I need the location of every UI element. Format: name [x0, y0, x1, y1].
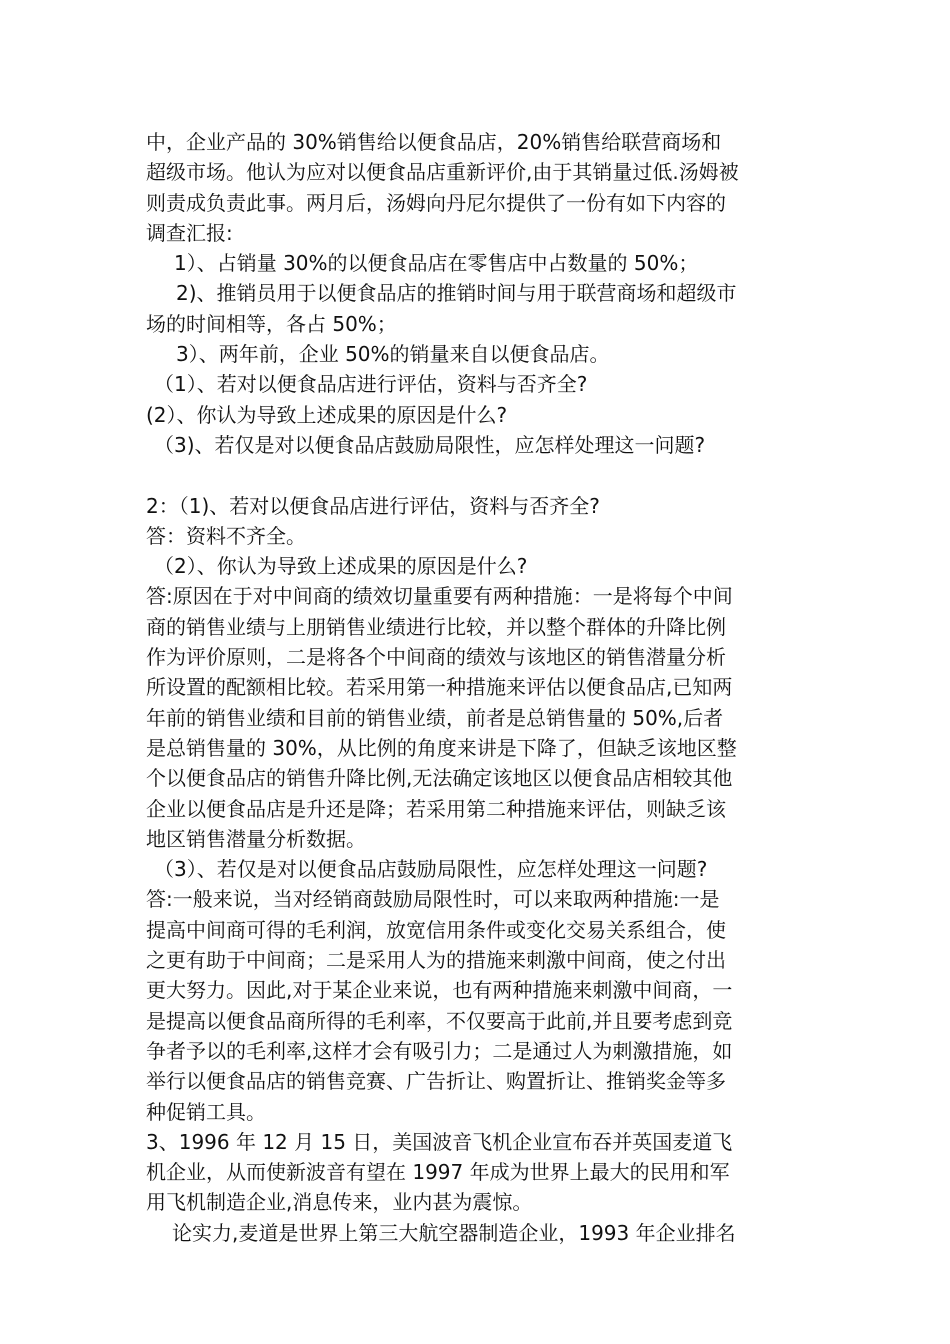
text-line: 更大努力。因此,对于某企业来说，也有两种措施来刺激中间商，一 — [146, 978, 733, 1003]
text-line: 3、1996 年 12 月 15 日，美国波音飞机企业宣布吞并英国麦道飞 — [146, 1129, 733, 1154]
text-line: 举行以便食品店的销售竞赛、广告折让、购置折让、推销奖金等多 — [146, 1069, 726, 1094]
text-line: 地区销售潜量分析数据。 — [146, 826, 366, 851]
text-line: 商的销售业绩与上朋销售业绩进行比较，并以整个群体的升降比例 — [146, 614, 726, 639]
text-line: 场的时间相等，各占 50%； — [146, 311, 397, 336]
text-line: 提高中间商可得的毛利润，放宽信用条件或变化交易关系组合，使 — [146, 917, 726, 942]
text-line: 答:原因在于对中间商的绩效切量重要有两种措施：一是将每个中间 — [146, 584, 733, 609]
text-line: 1）、占销量 30%的以便食品店在零售店中占数量的 50%； — [174, 251, 699, 276]
text-line: 答:一般来说，当对经销商鼓励局限性时，可以来取两种措施:一是 — [146, 887, 720, 912]
text-line: 则责成负责此事。两月后，汤姆向丹尼尔提供了一份有如下内容的 — [146, 190, 726, 215]
text-line: 所设置的配额相比较。若采用第一种措施来评估以便食品店,已知两 — [146, 675, 733, 700]
text-line: 用飞机制造企业,消息传来，业内甚为震惊。 — [146, 1190, 533, 1215]
text-line: (2）、你认为导致上述成果的原因是什么? — [146, 402, 508, 427]
blank-line — [146, 460, 810, 490]
text-line: 中，企业产品的 30%销售给以便食品店，20%销售给联营商场和 — [146, 130, 722, 154]
text-line: （3）、若仅是对以便食品店鼓励局限性，应怎样处理这一问题? — [154, 857, 708, 882]
text-line: 年前的销售业绩和目前的销售业绩，前者是总销售量的 50%,后者 — [146, 705, 724, 730]
text-line: 2)、推销员用于以便食品店的推销时间与用于联营商场和超级市 — [176, 281, 737, 306]
text-line: 个以便食品店的销售升降比例,无法确定该地区以便食品店相较其他 — [146, 766, 733, 791]
text-line: 3）、两年前，企业 50%的销量来自以便食品店。 — [176, 342, 610, 367]
text-line: 调查汇报: — [146, 220, 233, 245]
text-line: 争者予以的毛利率,这样才会有吸引力；二是通过人为刺激措施，如 — [146, 1038, 733, 1063]
text-line: 之更有助于中间商；二是采用人为的措施来刺激中间商，使之付出 — [146, 948, 726, 973]
text-line: （3)、若仅是对以便食品店鼓励局限性，应怎样处理这一问题? — [154, 432, 706, 457]
text-line: 作为评价原则，二是将各个中间商的绩效与该地区的销售潜量分析 — [146, 645, 726, 670]
text-line: 种促销工具。 — [146, 1099, 266, 1124]
text-line: 机企业，从而使新波音有望在 1997 年成为世界上最大的民用和军 — [146, 1160, 730, 1185]
text-line: 企业以便食品店是升还是降；若采用第二种措施来评估，则缺乏该 — [146, 796, 726, 821]
text-line: 答：资料不齐全。 — [146, 523, 306, 548]
text-line: 2：（1)、若对以便食品店进行评估，资料与否齐全? — [146, 493, 600, 518]
text-line: （1）、若对以便食品店进行评估，资料与否齐全? — [154, 372, 588, 397]
text-line: 超级市场。他认为应对以便食品店重新评价,由于其销量过低.汤姆被 — [146, 160, 739, 185]
text-line: 是提高以便食品商所得的毛利率，不仅要高于此前,并且要考虑到竞 — [146, 1008, 733, 1033]
text-line: 论实力,麦道是世界上第三大航空器制造企业，1993 年企业排名 — [172, 1220, 736, 1245]
text-line: （2）、你认为导致上述成果的原因是什么? — [154, 554, 528, 579]
text-line: 是总销售量的 30%，从比例的角度来讲是下降了，但缺乏该地区整 — [146, 735, 737, 760]
document-page — [146, 127, 810, 1248]
